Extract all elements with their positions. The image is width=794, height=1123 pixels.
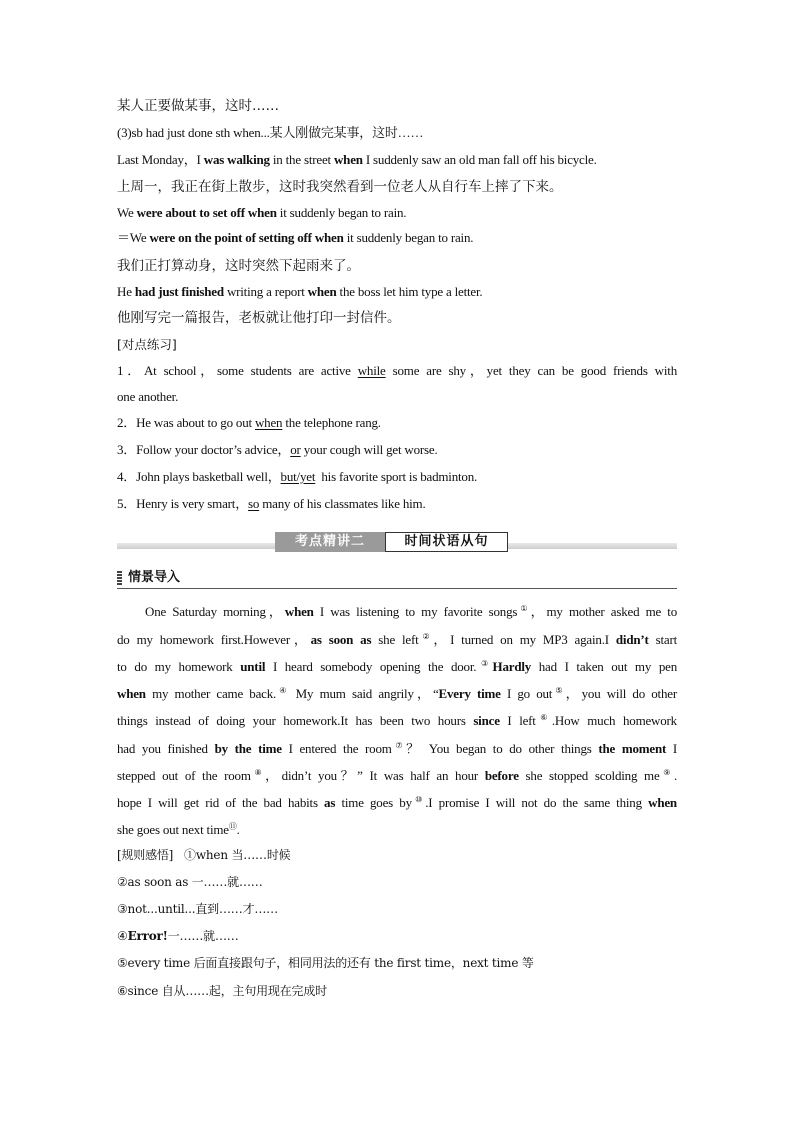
example-sentence: We were about to set off when it suddenly began to rain. xyxy=(117,205,407,220)
example-translation: 他刚写完一篇报告，老板就让他打印一封信件。 xyxy=(117,310,401,326)
answer-blank: so xyxy=(248,496,260,511)
passage-line: to do my homework until I heard somebody opening the door.③Hardly had I taken out my pen xyxy=(117,659,677,674)
rule-item: ⑤every time 后面直接跟句子，相同用法的还有 the first time，next time 等 xyxy=(117,956,534,970)
rule-item: ⑥since 自从……起，主句用现在完成时 xyxy=(117,984,327,998)
practice-question-3: 3．Follow your doctor’s advice，or your cough will get worse. xyxy=(117,442,438,457)
example-sentence: ＝We were on the point of setting off when it suddenly began to rain. xyxy=(117,230,474,245)
rule-item: ②as soon as 一……就…… xyxy=(117,875,263,889)
example-sentence: He had just finished writing a report when the boss let him type a letter. xyxy=(117,284,483,299)
passage-line: stepped out of the room⑧，didn’t you？” It was half an hour before she stopped scolding me⑨. xyxy=(117,768,677,783)
banner-tag: 考点精讲二 xyxy=(275,532,385,552)
practice-header: [对点练习] xyxy=(117,337,177,352)
answer-blank: when xyxy=(254,415,283,430)
rule-item: ③not...until...直到……才…… xyxy=(117,902,278,916)
section-marker-icon xyxy=(117,571,122,585)
passage-line: when my mother came back.④ My mum said angrily，“Every time I go out⑤，you will do other xyxy=(117,686,677,701)
passage-line: she goes out next time⑪. xyxy=(117,822,240,837)
practice-question-5: 5．Henry is very smart，so many of his classmates like him. xyxy=(117,496,426,511)
rules-line: [规则感悟] ①when 当……时候 xyxy=(117,848,291,862)
answer-blank: but/yet xyxy=(280,469,316,484)
section-banner xyxy=(117,527,677,553)
practice-question-1: 1．At school，some students are active while some are shy，yet they can be good friends with xyxy=(117,363,677,378)
rule-item: ④Error!一……就…… xyxy=(117,929,239,943)
example-translation: 我们正打算动身，这时突然下起雨来了。 xyxy=(117,258,360,274)
text-line: 某人正要做某事，这时…… xyxy=(117,98,279,114)
passage-line: One Saturday morning，when I was listening to my favorite songs①，my mother asked me to xyxy=(145,604,677,619)
answer-blank: or xyxy=(290,442,301,457)
passage-line: things instead of doing your homework.It has been two hours since I left⑥.How much homework xyxy=(117,713,677,728)
practice-question-1-cont: one another. xyxy=(117,389,179,404)
practice-question-2: 2．He was about to go out when the telephone rang. xyxy=(117,415,381,430)
rule-3-line: (3)sb had just done sth when...某人刚做完某事，这时…… xyxy=(117,125,424,140)
passage-line: hope I will get rid of the bad habits as time goes by⑩.I promise I will not do the same thing when xyxy=(117,795,677,810)
passage-line: had you finished by the time I entered the room⑦？ You began to do other things the moment I xyxy=(117,741,677,756)
example-sentence: Last Monday，I was walking in the street when I suddenly saw an old man fall off his bicycle. xyxy=(117,152,597,167)
answer-blank: while xyxy=(357,363,386,378)
example-translation: 上周一，我正在街上散步，这时我突然看到一位老人从自行车上摔了下来。 xyxy=(117,179,563,195)
section-heading: 情景导入 xyxy=(117,568,677,589)
practice-question-4: 4．John plays basketball well，but/yet his favorite sport is badminton. xyxy=(117,469,478,484)
passage-line: do my homework first.However，as soon as she left②，I turned on my MP3 again.I didn’t start xyxy=(117,632,677,647)
rules-header: [规则感悟] xyxy=(117,848,174,862)
banner-title: 时间状语从句 xyxy=(385,532,508,552)
